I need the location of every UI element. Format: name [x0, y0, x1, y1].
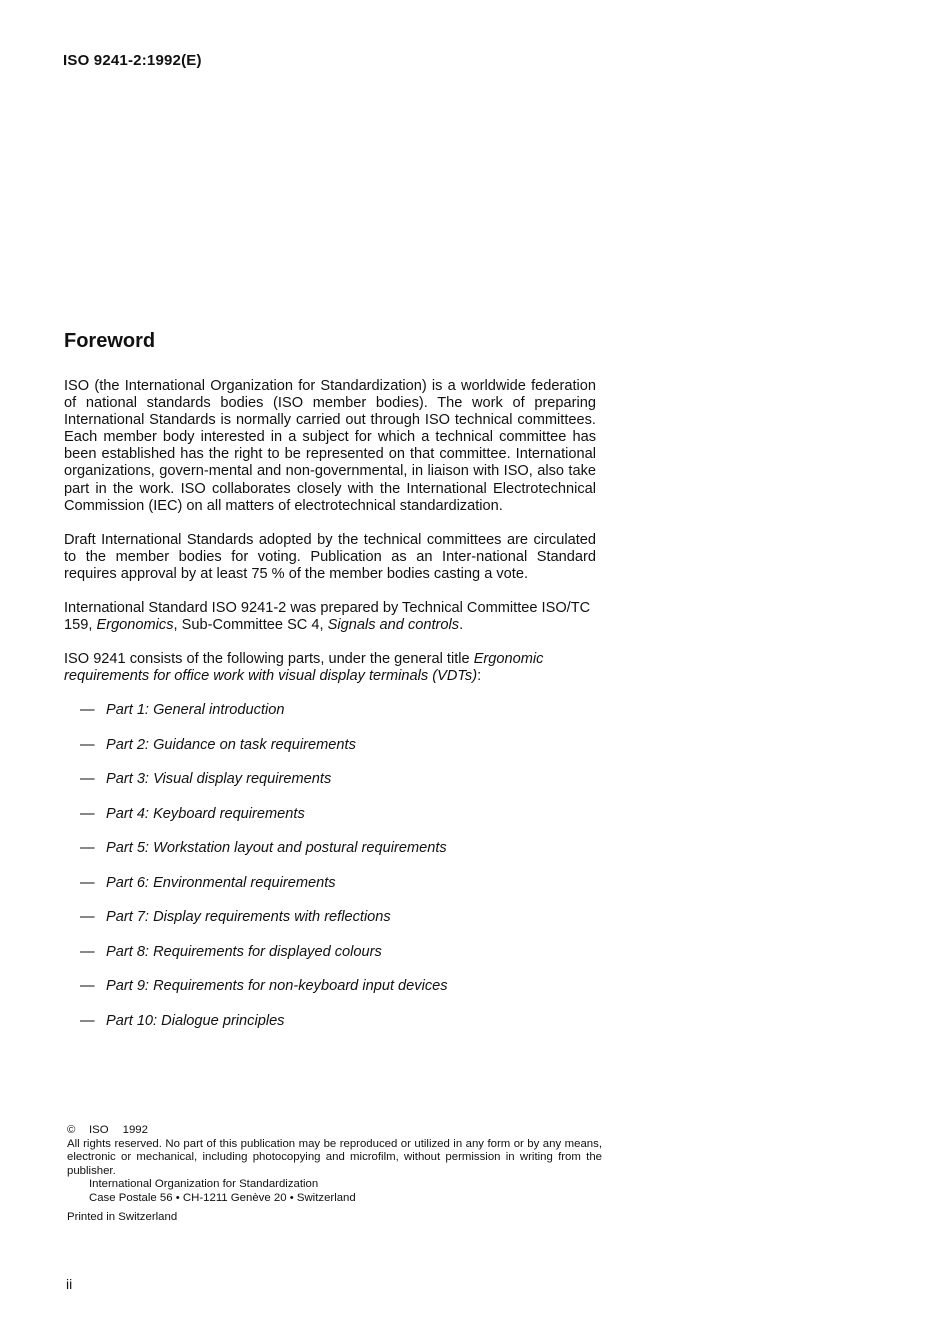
- parts-intro-text-2: :: [477, 668, 482, 685]
- list-item: [80, 806, 596, 823]
- part-title: Requirements for displayed colours: [153, 943, 382, 960]
- part-label: Part 10:: [106, 1012, 158, 1029]
- list-dash: —: [80, 736, 95, 753]
- list-item: [80, 737, 596, 754]
- copyright-symbol: ©: [67, 1124, 76, 1136]
- list-item: [80, 840, 596, 857]
- paragraph-draft-standards: Draft International Standards adopted by the technical committees are circulated to the member bodies for voting. Publication as an Inter-national Standard requires approval by at least 75 % of the member bodies casting a vote.: [64, 531, 596, 582]
- list-dash: —: [80, 805, 95, 822]
- prepared-by-text-3: .: [459, 617, 464, 634]
- document-header: ISO 9241-2:1992(E): [63, 52, 202, 69]
- part-title: Visual display requirements: [153, 771, 332, 788]
- list-dash: —: [80, 702, 95, 719]
- page-number: ii: [66, 1276, 73, 1292]
- part-label: Part 9:: [106, 978, 149, 995]
- prepared-by-text-2: , Sub-Committee SC 4,: [173, 617, 328, 634]
- subcommittee-name: Signals and controls: [327, 617, 460, 634]
- list-dash: —: [80, 909, 95, 926]
- part-title: Workstation layout and postural requirements: [153, 840, 447, 857]
- part-label: Part 3:: [106, 771, 149, 788]
- list-item: [80, 771, 596, 788]
- committee-name: Ergonomics: [96, 617, 174, 634]
- part-label: Part 8:: [106, 943, 149, 960]
- rights-statement: All rights reserved. No part of this publication may be reproduced or utilized in any form or by any means, electronic or mechanical, including photocopying and microfilm, without permission in writing from the publisher.: [67, 1137, 602, 1177]
- part-label: Part 7:: [106, 909, 149, 926]
- part-title: General introduction: [153, 702, 285, 719]
- part-label: Part 4:: [106, 805, 149, 822]
- copyright-year: 1992: [122, 1124, 148, 1136]
- general-title: Ergonomic requirements for office work with visual display terminals (VDTs): [64, 651, 544, 685]
- paragraph-parts-intro: [64, 651, 596, 685]
- list-item: [80, 909, 596, 926]
- list-item: [80, 702, 596, 719]
- list-dash: —: [80, 874, 95, 891]
- part-label: Part 6:: [106, 874, 149, 891]
- part-title: Dialogue principles: [161, 1012, 285, 1029]
- prepared-by-text-1: International Standard ISO 9241-2 was prepared by Technical Committee ISO/TC 159,: [64, 600, 591, 634]
- list-dash: —: [80, 771, 95, 788]
- publisher-name: International Organization for Standardization: [89, 1178, 319, 1191]
- part-label: Part 1:: [106, 702, 149, 719]
- list-item: [80, 875, 596, 892]
- paragraph-iso-intro: ISO (the International Organization for Standardization) is a worldwide federation of national standards bodies (ISO member bodies). The work of preparing International Standards is normally carried out through ISO technical committees. Each member body interested in a subject for which a technical committee has been established has the right to be represented on that committee. International organizations, govern-mental and non-governmental, in liaison with ISO, also take part in the work. ISO collaborates closely with the International Electrotechnical Commission (IEC) on all matters of electrotechnical standardization.: [64, 378, 596, 514]
- part-title: Environmental requirements: [153, 874, 336, 891]
- copyright-org: ISO: [89, 1124, 109, 1136]
- list-item: [80, 978, 596, 995]
- copyright-block: [67, 1124, 602, 1224]
- foreword-body: [64, 378, 596, 1047]
- list-dash: —: [80, 943, 95, 960]
- paragraph-prepared-by: [64, 600, 596, 634]
- part-title: Requirements for non-keyboard input devices: [153, 978, 448, 995]
- parts-list: [64, 702, 596, 1030]
- list-dash: —: [80, 1012, 95, 1029]
- part-label: Part 2:: [106, 736, 149, 753]
- part-label: Part 5:: [106, 840, 149, 857]
- list-item: [80, 944, 596, 961]
- part-title: Guidance on task requirements: [153, 736, 356, 753]
- publisher-address: Case Postale 56 • CH-1211 Genève 20 • Switzerland: [89, 1191, 356, 1204]
- part-title: Keyboard requirements: [153, 805, 305, 822]
- list-item: [80, 1013, 596, 1030]
- printed-location: Printed in Switzerland: [67, 1210, 178, 1223]
- list-dash: —: [80, 978, 95, 995]
- copyright-line: [67, 1124, 602, 1138]
- list-dash: —: [80, 840, 95, 857]
- parts-intro-text-1: ISO 9241 consists of the following parts, under the general title: [64, 651, 474, 668]
- page-title: Foreword: [64, 330, 156, 352]
- part-title: Display requirements with reflections: [153, 909, 391, 926]
